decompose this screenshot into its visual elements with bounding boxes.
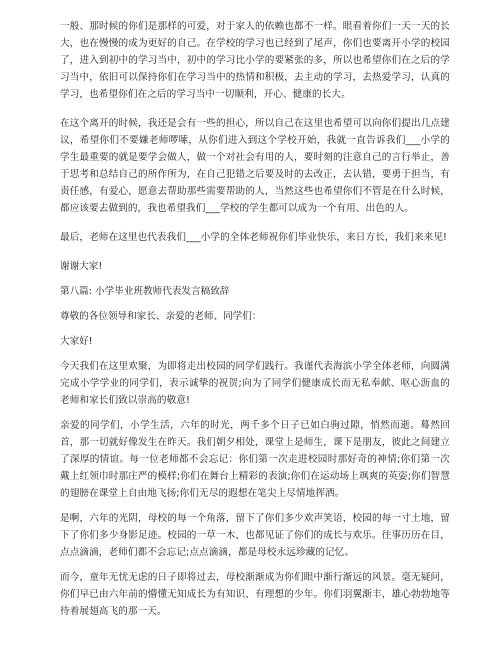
salutation: 尊敬的各位领导和家长、亲爱的老师、同学们： bbox=[60, 311, 262, 322]
paragraph-advice: 在这个离开的时候，我还是会有一些的担心，所以自己在这里也希望可以向你们提出几点建议，希望你们不要嫌老师啰嗦，从你们进入到这个学校开始，我就一直告诉我们___小学的学生最重要的就是要学会做人，做一个对社会有用的人，要时刻的注意自己的言行举止，善于思考和总结自己的所作所为，在自己犯错之后要及时的去改正，去认错，要勇于担当，有责任感，有爱心，愿意去帮助那些需要帮助的人，当然这些也希望你们不管是在什么时候，都应该要去做到的，我也希望我们___学校的学生都可以成为一个有用、出色的人。 bbox=[60, 118, 450, 214]
paragraph-future: 而今，童年无忧无虑的日子即将过去，母校渐渐成为你们眼中渐行渐远的风景。毫无疑问，你们早已由六年前的懵懂无知成长为有知识、有理想的少年。你们羽翼渐丰，雄心勃勃地等待着展翅高飞的那一天。 bbox=[60, 572, 450, 617]
paragraph-memories: 亲爱的同学们，小学生活，六年的时光，两千多个日子已如白驹过隙，悄然而逝。蓦然回首，那一切就好像发生在昨天。我们朝夕相处，课堂上是师生，课下是朋友，彼此之间建立了深厚的情谊。每一位老师都不会忘记：你们第一次走进校园时那好奇的神情;你们第一次戴上红领巾时那庄严的模样;你们在舞台上精彩的表演;你们在运动场上飒爽的英姿;你们智慧的翅膀在课堂上自由地飞扬;你们无尽的遐想在笔尖上尽情地挥洒。 bbox=[60, 420, 450, 499]
paragraph-closing: 最后，老师在这里也代表我们___小学的全体老师祝你们毕业快乐，来日方长，我们来来见! bbox=[60, 232, 447, 243]
thanks-line: 谢谢大家! bbox=[60, 261, 103, 272]
paragraph-today: 今天我们在这里欢聚，为即将走出校园的同学们践行。我谨代表海滨小学全体老师，向圆满完成小学学业的同学们，表示诚挚的祝贺;向为了同学们健康成长而无私奉献、呕心沥血的老师和家长们致以崇高的敬意! bbox=[60, 361, 450, 406]
paragraph-campus: 是啊，六年的光阴，母校的每一个角落，留下了你们多少欢声笑语，校园的每一寸土地，留下了你们多少身影足迹。校园的一草一木，也都见证了你们的成长与欢乐。往事历历在目，点点滴滴，老师们都不会忘记;点点滴滴，都是母校永远珍藏的记忆。 bbox=[60, 513, 450, 558]
paragraph-growth: 一般、那时候的你们是那样的可爱，对于家人的依赖也都不一样。眼看着你们一天一天的长大，也在慢慢的成为更好的自己。在学校的学习也已经到了尾声，你们也要离开小学的校园了，进入到初中的学习当中，初中的学习比小学的要紧张的多，所以也希望你们在之后的学习当中，依旧可以保持你们在学习当中的热情和积极，去主动的学习，去热爱学习，认真的学习，也希望你们在之后的学习当中一切顺利，开心、健康的长大。 bbox=[60, 21, 450, 100]
section-heading: 第八篇: 小学毕业班教师代表发言稿致辞 bbox=[60, 286, 230, 297]
greeting: 大家好! bbox=[60, 336, 93, 347]
